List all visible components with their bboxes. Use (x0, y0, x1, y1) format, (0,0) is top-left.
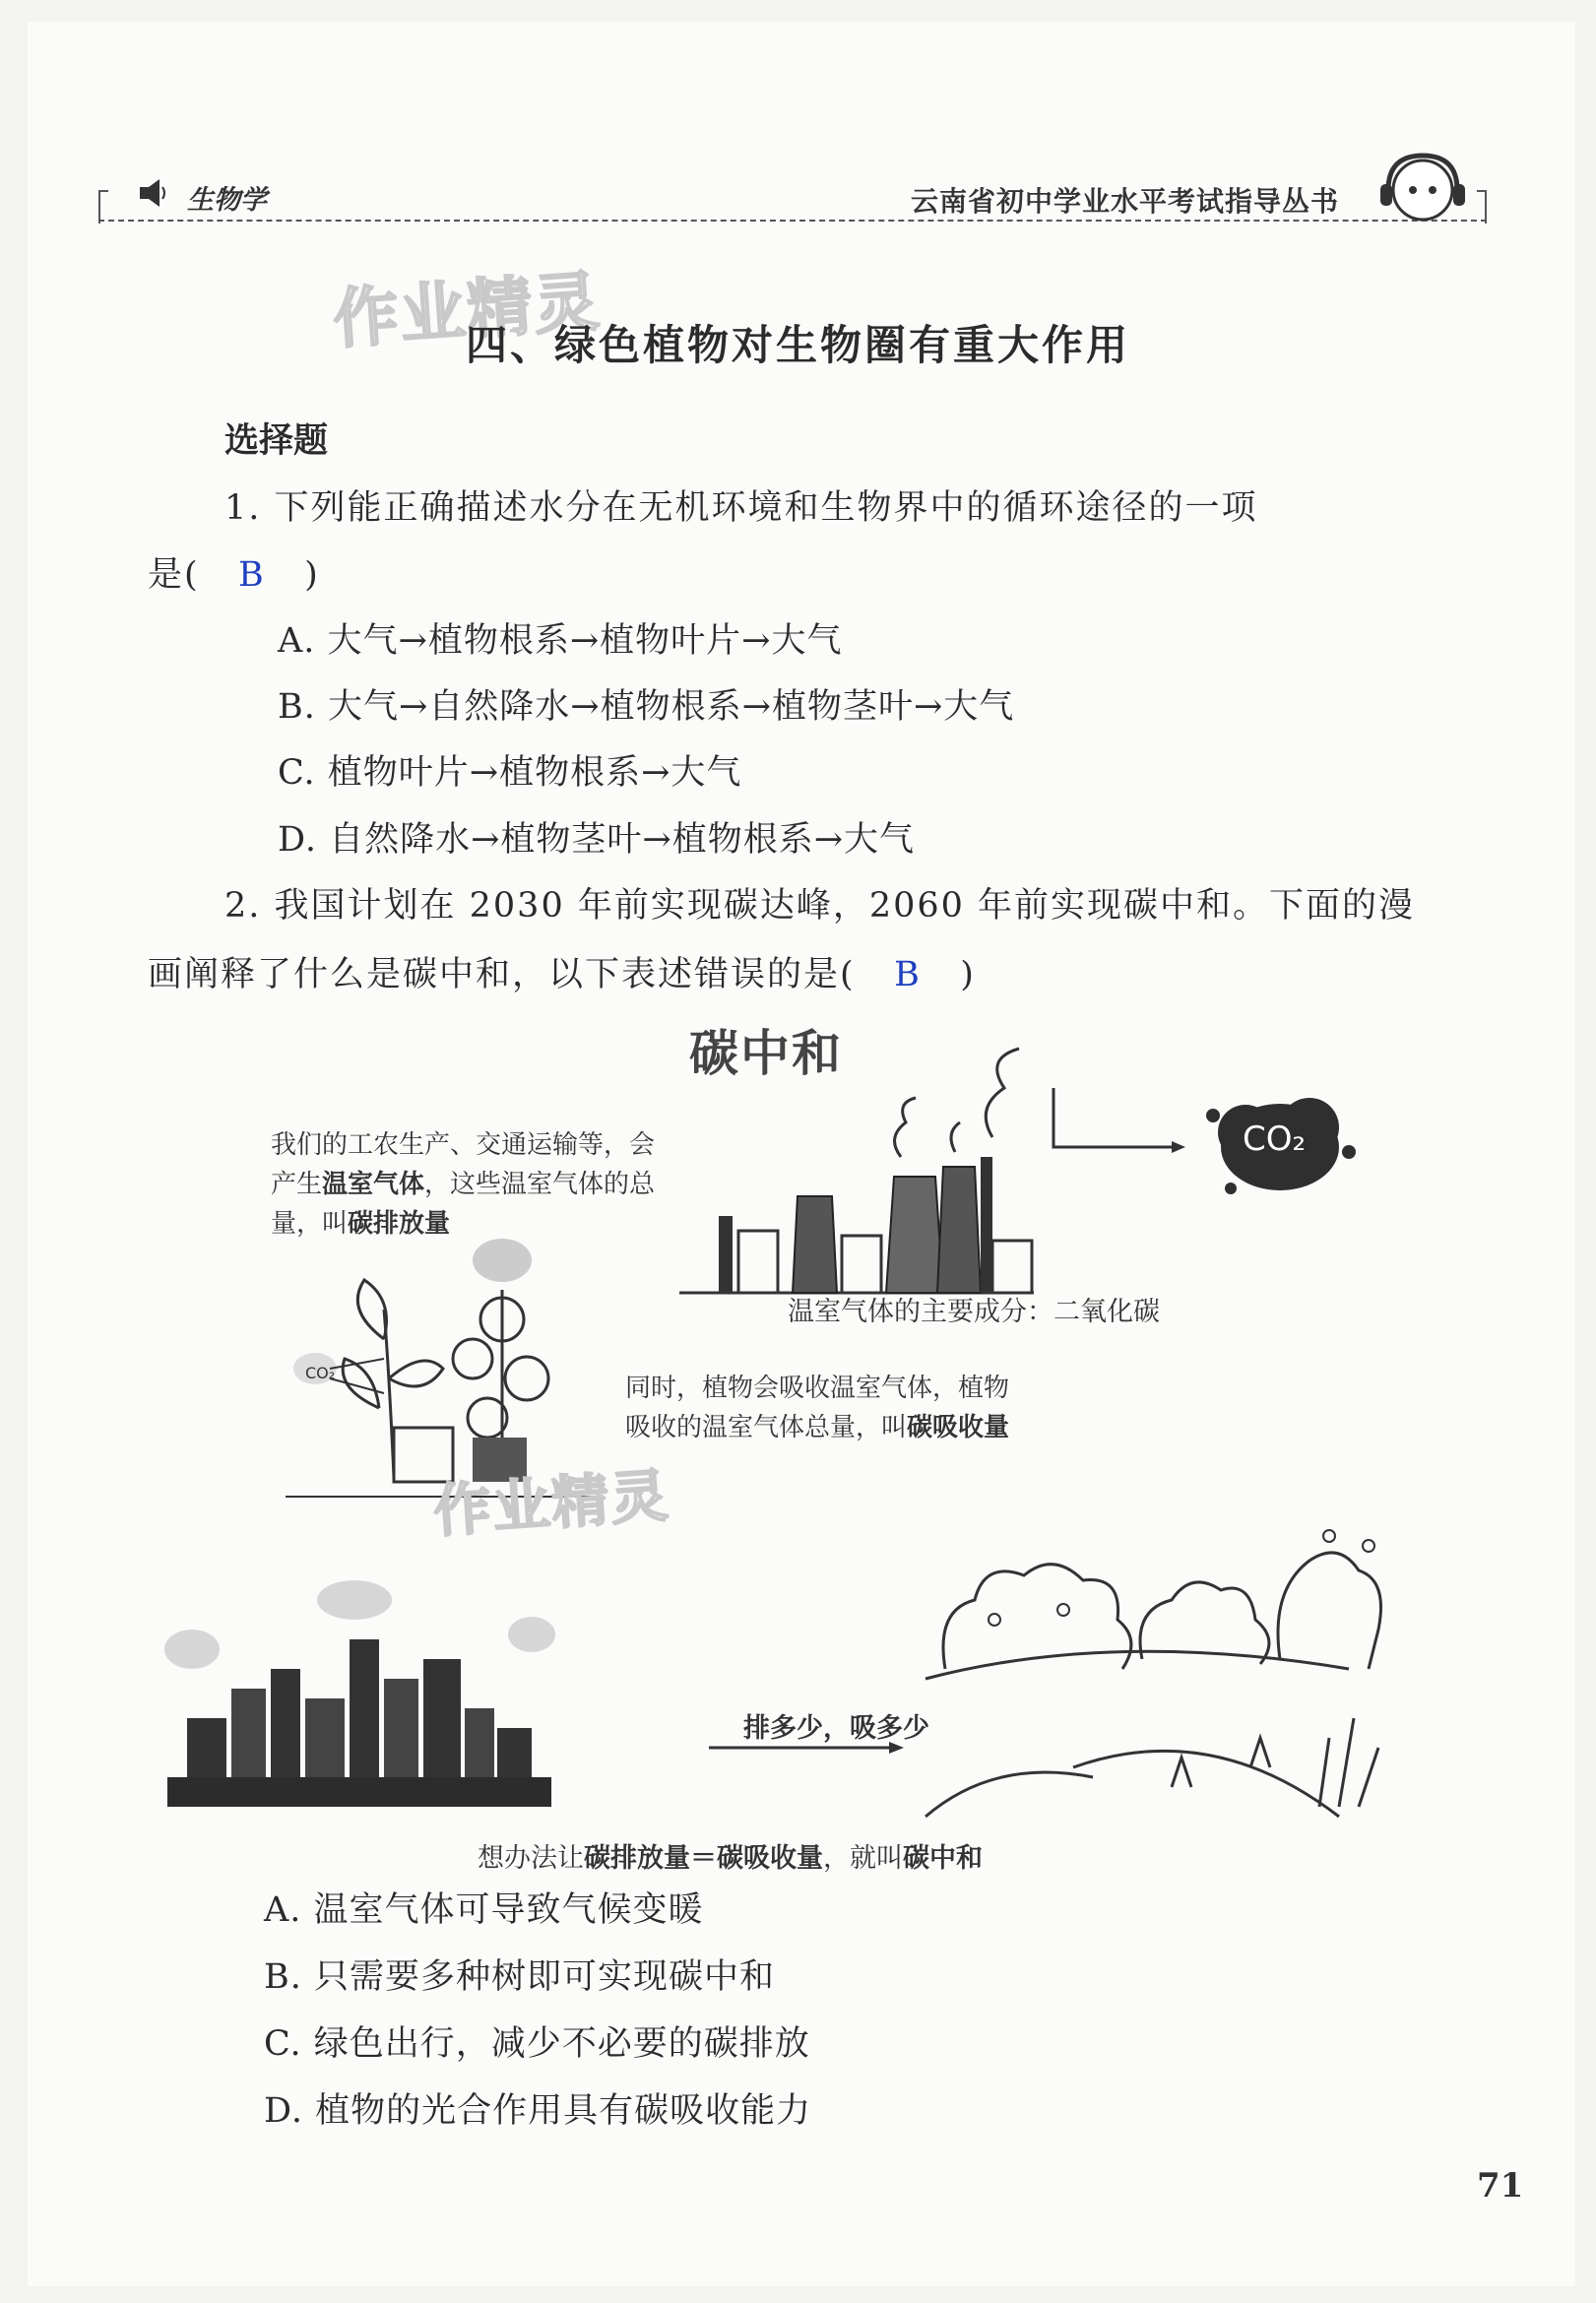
co2-small-label: CO₂ (305, 1364, 336, 1382)
factory-caption: 温室气体的主要成分：二氧化碳 (788, 1297, 1160, 1327)
question-2-option-d: D. 植物的光合作用具有碳吸收能力 (264, 2091, 812, 2131)
question-2-option-b: B. 只需要多种树即可实现碳中和 (264, 1957, 775, 1997)
question-2-answer: B (894, 955, 922, 994)
question-1-line-2: 是( B ) (148, 555, 320, 595)
question-2-line-1: 2. 我国计划在 2030 年前实现碳达峰，2060 年前实现碳中和。下面的漫 (224, 886, 1416, 926)
header-series-title: 云南省初中学业水平考试指导丛书 (910, 185, 1339, 218)
carbon-neutrality-cartoon (148, 1009, 1428, 1876)
question-1-option-d: D. 自然降水→植物茎叶→植物根系→大气 (278, 820, 916, 860)
question-1-line-1: 1. 下列能正确描述水分在无机环境和生物界中的循环途径的一项 (224, 488, 1258, 528)
question-2-option-a: A. 温室气体可导致气候变暖 (264, 1890, 704, 1930)
question-1-answer: B (238, 555, 266, 595)
watermark: 作业精灵 (331, 263, 604, 358)
header-subject: 生物学 (187, 185, 267, 216)
mascot-icon (1369, 151, 1477, 225)
question-2-option-c: C. 绿色出行，减少不必要的碳排放 (264, 2024, 810, 2064)
section-heading: 选择题 (224, 421, 329, 461)
page-title: 四、绿色植物对生物圈有重大作用 (465, 321, 1130, 369)
emission-text: 我们的工农生产、交通运输等，会 产生温室气体，这些温室气体的总 量，叫碳排放量 (271, 1130, 656, 1239)
co2-label: CO₂ (1243, 1120, 1307, 1159)
header-corner-right (1477, 190, 1487, 224)
forest-illustration (916, 1521, 1428, 1826)
speaker-icon (138, 176, 169, 210)
question-2-line-2: 画阐释了什么是碳中和，以下表述错误的是( B ) (148, 955, 976, 994)
question-1-option-b: B. 大气→自然降水→植物根系→植物茎叶→大气 (278, 687, 1015, 727)
header-dashed-line (98, 220, 1487, 222)
arrow-right-icon (709, 1738, 906, 1758)
question-1-option-a: A. 大气→植物根系→植物叶片→大气 (278, 621, 843, 661)
arrow-label: 排多少，吸多少 (743, 1713, 929, 1744)
page-header (98, 172, 1487, 222)
header-corner-left (98, 190, 108, 224)
absorb-text: 同时，植物会吸收温室气体，植物 吸收的温室气体总量，叫碳吸收量 (625, 1374, 1010, 1442)
cartoon-title: 碳中和 (689, 1025, 843, 1082)
question-1-option-c: C. 植物叶片→植物根系→大气 (278, 753, 742, 793)
watermark-2: 作业精灵 (431, 1461, 672, 1546)
factory-illustration (679, 1039, 1211, 1305)
page-number: 71 (1477, 2166, 1524, 2206)
cartoon-bottom-caption: 想办法让碳排放量＝碳吸收量，就叫碳中和 (478, 1843, 983, 1874)
city-illustration (158, 1580, 571, 1817)
